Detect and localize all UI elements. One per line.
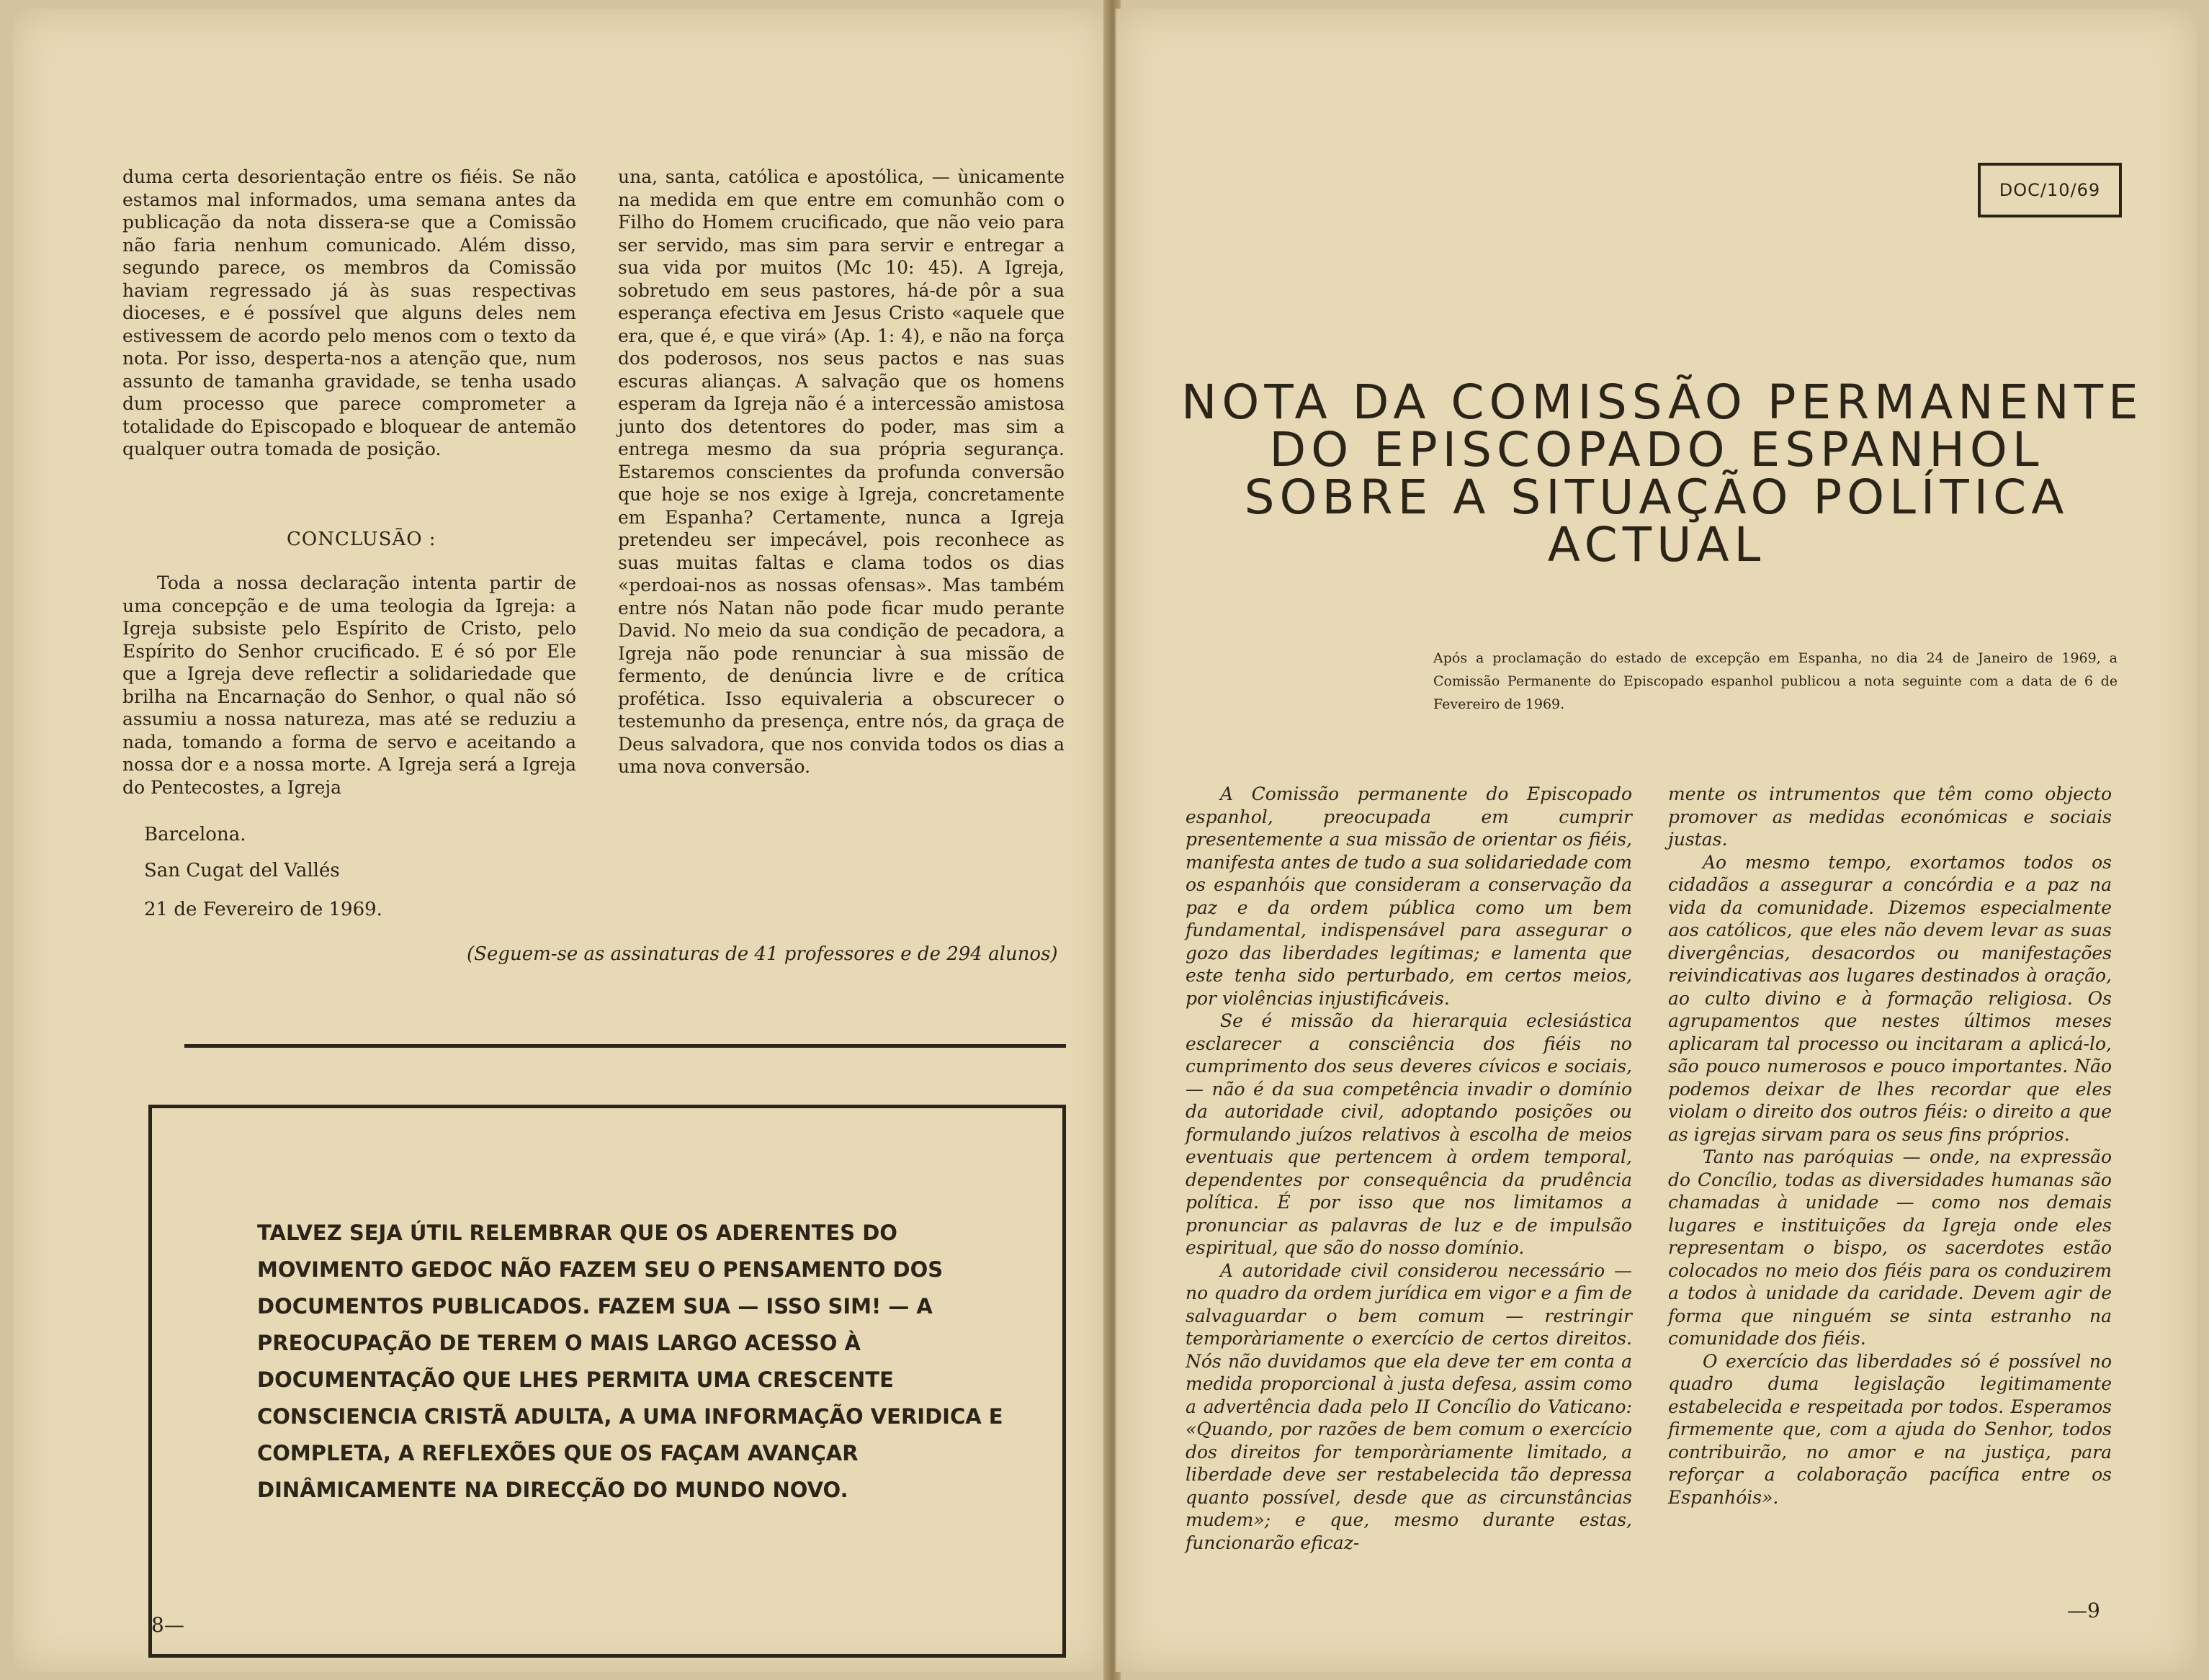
title-line-4: ACTUAL bbox=[1547, 517, 1766, 572]
page-number-right: —9 bbox=[2067, 1599, 2100, 1622]
left-column-1 bbox=[122, 166, 576, 461]
document-title bbox=[1181, 374, 2143, 572]
right-col1-para-2: Se é missão da hierarquia eclesiástica esclarecer a consciência dos fiéis no cumprimento dos seus deveres cívicos e sociais, — não é da sua competência invadir o domínio da autoridade civil, adoptando posições ou formulando juízos relativos à escolha de meios eventuais que pertencem à ordem temporal, dependentes por consequência da prudência política. É por isso que nos limitamos a pronunciar as palavras de luz e de impulsão espiritual, que são do nosso domínio. bbox=[1186, 1010, 1632, 1258]
letter-date: 21 de Fevereiro de 1969. bbox=[144, 899, 382, 920]
right-column-2 bbox=[1668, 783, 2112, 1509]
horizontal-rule bbox=[184, 1044, 1066, 1048]
conclusion-heading: CONCLUSÃO : bbox=[287, 529, 436, 550]
right-col2-para-3: Tanto nas paróquias — onde, na expressão do Concílio, todas as diversidades humanas são chamadas à unidade — como nos demais lugares e instituições da Igreja onde eles representam o bispo, os sacerdotes estão colocados no meio dos fiéis para os conduzirem a todos à unidade da caridade. Devem agir de forma que ninguém se sinta estranho na comunidade dos fiéis. bbox=[1668, 1146, 2112, 1349]
intro-paragraph: Após a proclamação do estado de excepção em Espanha, no dia 24 de Janeiro de 1969, a Comissão Permanente do Episcopado espanhol publicou a nota seguinte com a data de 6 de Fevereiro de 1969. bbox=[1433, 650, 2118, 712]
right-col1-para-1: A Comissão permanente do Episcopado espanhol, preocupada em cumprir presentemente a sua missão de orientar os fiéis, manifesta antes de tudo a sua solidariedade com os espanhóis que consideram a conservação da paz e da ordem pública como um bem fundamental, indispensável para assegurar o gozo das liberdades legítimas; e lamenta que este tenha sido perturbado, em certos meios, por violências injustificáveis. bbox=[1186, 783, 1632, 1009]
conclusion-text: Toda a nossa declaração intenta partir de uma concepção e de uma teologia da Igreja: a Igreja subsiste pelo Espírito de Cristo, pelo Espírito do Senhor crucificado. E é só por Ele que a Igreja deve reflectir a solidariedade que brilha na Encarnação do Senhor, o qual não só assumiu a nossa natureza, mas até se reduziu a nada, tomando a forma de servo e aceitando a nossa dor e a nossa morte. A Igreja será a Igreja do Pentecostes, a Igreja bbox=[122, 572, 576, 798]
left-column-2 bbox=[618, 166, 1065, 778]
doc-code-box: DOC/10/69 bbox=[1978, 163, 2122, 217]
left-page bbox=[13, 9, 1111, 1672]
right-col2-para-1: mente os intrumentos que têm como objecto promover as medidas económicas e sociais justas. bbox=[1668, 783, 2112, 850]
conclusion-text-block bbox=[122, 572, 576, 799]
right-col2-para-2: Ao mesmo tempo, exortamos todos os cidadãos a assegurar a concórdia e a paz na vida da comunidade. Dizemos especialmente aos católicos, que eles não devem levar as suas divergências, desacordos ou manifestações reivindicativas aos lugares destinados à oração, ao culto divino e à formação religiosa. Os agrupamentos que nestes últimos meses aplicaram tal processo ou incitaram a aplicá-lo, são pouco numerosos e pouco importantes. Não podemos deixar de lhes recordar que eles violam o direito dos outros fiéis: o direito a que as igrejas sirvam para os seus fins próprios. bbox=[1668, 851, 2112, 1145]
left-col1-text: duma certa desorientação entre os fiéis. Se não estamos mal informados, uma semana antes da publicação da nota dissera-se que a Comissão não faria nenhum comunicado. Além disso, segundo parece, os membros da Comissão haviam regressado já às suas respectivas dioceses, e é possível que alguns deles nem estivessem de acordo pelo menos com o texto da nota. Por isso, desperta-nos a atenção que, num assunto de tamanha gravidade, se tenha usado dum processo que parece comprometer a totalidade do Episcopado e bloquear de antemão qualquer outra tomada de posição. bbox=[122, 166, 576, 459]
place-san-cugat: San Cugat del Vallés bbox=[144, 860, 340, 881]
signatures-note: (Seguem-se as assinaturas de 41 professores e de 294 alunos) bbox=[467, 943, 1058, 965]
right-col2-para-4: O exercício das liberdades só é possível no quadro duma legislação legitimamente estabelecida e respeitada por todos. Esperamos firmemente que, com a ajuda do Senhor, todos contribuirão, no amor e na justiça, para reforçar a colaboração pacífica entre os Espanhóis». bbox=[1668, 1350, 2112, 1508]
gedoc-notice-text: TALVEZ SEJA ÚTIL RELEMBRAR QUE OS ADERENTES DO MOVIMENTO GEDOC NÃO FAZEM SEU O PENSAMENTO DOS DOCUMENTOS PUBLICADOS. FAZEM SUA — ISSO SIM! — A PREOCUPAÇÃO DE TEREM O MAIS LARGO ACESSO À DOCUMENTAÇÃO QUE LHES PERMITA UMA CRESCENTE CONSCIENCIA CRISTÃ ADULTA, A UMA INFORMAÇÃO VERIDICA E COMPLETA, A REFLEXÕES QUE OS FAÇAM AVANÇAR DINÂMICAMENTE NA DIRECÇÃO DO MUNDO NOVO. bbox=[257, 1221, 1003, 1502]
gedoc-notice-box bbox=[148, 1105, 1066, 1658]
right-col1-para-3: A autoridade civil considerou necessário — no quadro da ordem jurídica em vigor e a fim de salvaguardar o bem comum — restringir temporàriamente o exercício de certos direitos. Nós não duvidamos que ela deve ter em conta a medida proporcional à justa defesa, assim como a advertência dada pelo II Concílio do Vaticano: «Quando, por razões de bem comum o exercício dos direitos for temporàriamente limitado, a liberdade deve ser restabelecida tão depressa quanto possível, desde que as circunstâncias mudem»; e que, mesmo durante estas, funcionarão eficaz- bbox=[1186, 1259, 1632, 1553]
right-column-1 bbox=[1186, 783, 1632, 1554]
title-line-3: SOBRE A SITUAÇÃO POLÍTICA bbox=[1244, 470, 2069, 525]
title-line-2: DO EPISCOPADO ESPANHOL bbox=[1269, 422, 2044, 477]
title-line-1: NOTA DA COMISSÃO PERMANENTE bbox=[1181, 374, 2143, 430]
place-barcelona: Barcelona. bbox=[144, 824, 246, 845]
left-col2-text: una, santa, católica e apostólica, — ùnicamente na medida em que entre em comunhão com o Filho do Homem crucificado, que não veio para ser servido, mas sim para servir e entregar a sua vida por muitos (Mc 10: 45). A Igreja, sobretudo em seus pastores, há-de pôr a sua esperança efectiva em Jesus Cristo «aquele que era, que é, e que virá» (Ap. 1: 4), e não na força dos poderosos, nos seus pactos e nas suas escuras alianças. A salvação que os homens esperam da Igreja não é a intercessão amistosa junto dos detentores do poder, mas sim a entrega mesmo da sua própria segurança. Estaremos conscientes da profunda conversão que hoje se nos exige à Igreja, concretamente em Espanha? Certamente, nunca a Igreja pretendeu ser impecável, pois reconhece as suas muitas faltas e clama todos os dias «perdoai-nos as nossas ofensas». Mas também entre nós Natan não pode ficar mudo perante David. No meio da sua condição de pecadora, a Igreja não pode renunciar à sua missão de fermento, de denúncia livre e de crítica profética. Isso equivaleria a obscurecer o testemunho da presença, entre nós, da graça de Deus salvadora, que nos convida todos os dias a uma nova conversão. bbox=[618, 166, 1065, 777]
page-number-left: 8— bbox=[151, 1613, 184, 1637]
